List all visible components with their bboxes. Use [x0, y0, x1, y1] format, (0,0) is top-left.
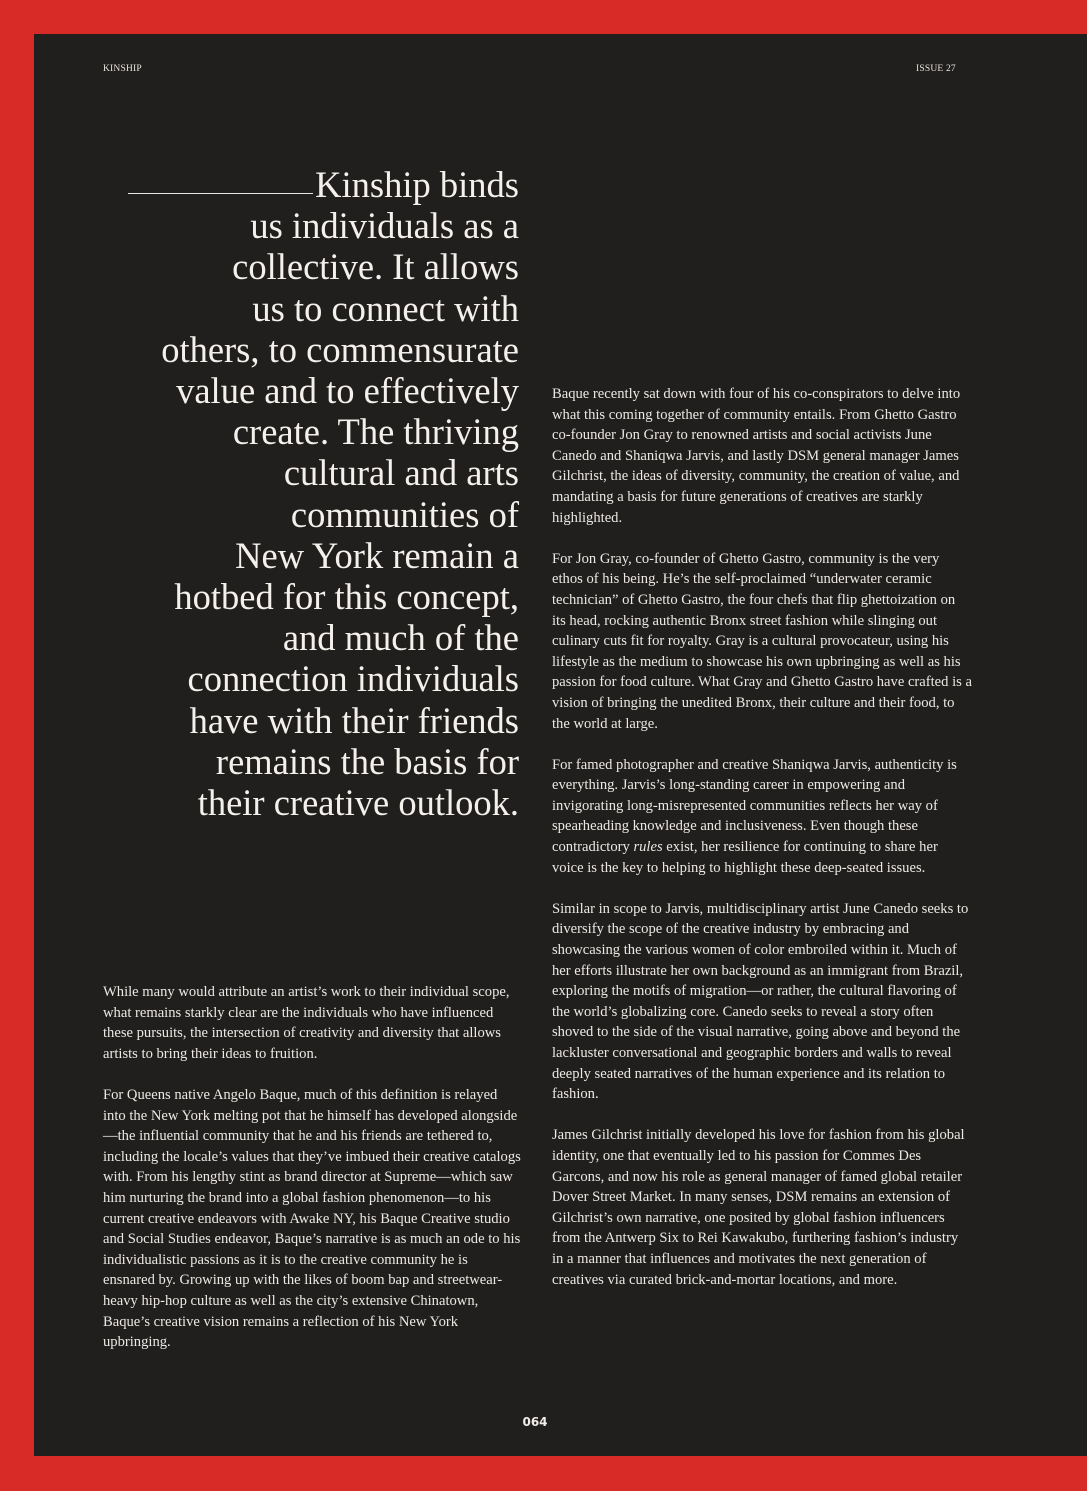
- body-paragraph-june-canedo: Similar in scope to Jarvis, multidisciplinary artist June Canedo seeks to diversify the scope of the creative industry by embracing and showcasing the various women of color embroiled within it. Much of her efforts illustrate her own background as an immigrant from Brazil, exploring the motifs of migration—or rather, the cultural flavoring of the world’s globalizing core. Canedo seeks to reveal a story often shoved to the side of the visual narrative, going above and beyond the lackluster conversational and geographic borders and walls to reveal deeply seated narratives of the human experience and its relation to fashion.: [552, 900, 969, 1103]
- pull-quote-rule: [128, 193, 313, 194]
- body-paragraph-intro: While many would attribute an artist’s work to their individual scope, what remains starkly clear are the individuals who have influenced these pursuits, the intersection of creativity and diversity that allows artists to bring their ideas to fruition.: [103, 984, 510, 1062]
- pull-quote-line: their creative outlook.: [197, 782, 519, 824]
- pull-quote-line: and much of the: [282, 617, 519, 659]
- jarvis-text-end: exist, her resilience for continuing to share her voice is the key to helping to highlight these deep-seated issues.: [552, 839, 938, 876]
- pull-quote-line: value and to effectively: [176, 370, 519, 412]
- italic-emphasis: rules: [633, 839, 663, 856]
- pull-quote: [103, 164, 519, 823]
- pull-quote-line: others, to commensurate: [161, 328, 519, 370]
- pull-quote-line: Kinship binds: [315, 164, 519, 205]
- section-title: KINSHIP: [103, 64, 142, 74]
- pull-quote-line: hotbed for this concept,: [174, 576, 519, 618]
- pull-quote-line: communities of: [290, 493, 519, 535]
- right-body-column: [552, 384, 972, 1290]
- issue-number: ISSUE 27: [916, 64, 956, 74]
- pull-quote-line: us individuals as a: [250, 205, 519, 247]
- pull-quote-line: New York remain a: [235, 534, 519, 576]
- pull-quote-line: collective. It allows: [232, 246, 519, 288]
- pull-quote-line: cultural and arts: [283, 452, 519, 494]
- pull-quote-line: connection individuals: [187, 658, 519, 700]
- body-paragraph-baque: For Queens native Angelo Baque, much of this definition is relayed into the New York melting pot that he himself has developed alongside—the influential community that he and his friends are tethered to, including the locale’s values that they’ve imbued their creative catalogs with. From his lengthy stint as brand director at Supreme—which saw him nurturing the brand into a global fashion phenomenon—to his current creative endeavors with Awake NY, his Baque Creative studio and Social Studies endeavor, Baque’s narrative is as much an ode to his individualistic passions as it is to the creative community he is ensnared by. Growing up with the likes of boom bap and streetwear-heavy hip-hop culture as well as the city’s extensive Chinatown, Baque’s creative vision remains a reflection of his New York upbringing.: [103, 1086, 521, 1351]
- body-paragraph-jon-gray: For Jon Gray, co-founder of Ghetto Gastro, community is the very ethos of his being. He’s the self-proclaimed “underwater ceramic technician” of Ghetto Gastro, the four chefs that flip ghettoization on its head, rocking authentic Bronx street fashion while slinging out culinary cuts fit for royalty. Gray is a cultural provocateur, using his lifestyle as the medium to showcase his own upbringing as well as his passion for food culture. What Gray and Ghetto Gastro have crafted is a vision of bringing the unedited Bronx, their culture and their food, to the world at large.: [552, 550, 972, 732]
- pull-quote-line: us to connect with: [252, 287, 519, 329]
- magazine-page: [34, 34, 1087, 1456]
- pull-quote-line: have with their friends: [189, 699, 519, 741]
- jarvis-text-start: For famed photographer and creative Shaniqwa Jarvis, authenticity is everything. Jarvis’s long-standing career in empowering and invigorating long-misrepresented communities reflects her way of spearheading knowledge and inclusiveness. Even though these contradictory: [552, 756, 957, 856]
- pull-quote-line: create. The thriving: [232, 411, 519, 453]
- body-paragraph-shaniqwa-jarvis: [552, 755, 972, 879]
- left-body-column: [103, 982, 523, 1353]
- page-number: 064: [522, 1415, 548, 1429]
- body-paragraph-conversation: Baque recently sat down with four of his co-conspirators to delve into what this coming together of community entails. From Ghetto Gastro co-founder Jon Gray to renowned artists and social activists June Canedo and Shaniqwa Jarvis, and lastly DSM general manager James Gilchrist, the ideas of diversity, community, the creation of value, and mandating a basis for future generations of creatives are starkly highlighted.: [552, 386, 961, 526]
- pull-quote-line: remains the basis for: [215, 740, 519, 782]
- body-paragraph-james-gilchrist: James Gilchrist initially developed his love for fashion from his global identity, one that eventually led to his passion for Commes Des Garcons, and now his role as general manager of famed global retailer Dover Street Market. In many senses, DSM remains an extension of Gilchrist’s own narrative, one posited by global fashion influencers from the Antwerp Six to Rei Kawakubo, furthering fashion’s industry in a manner that influences and motivates the next generation of creatives via curated brick-and-mortar locations, and more.: [552, 1127, 965, 1288]
